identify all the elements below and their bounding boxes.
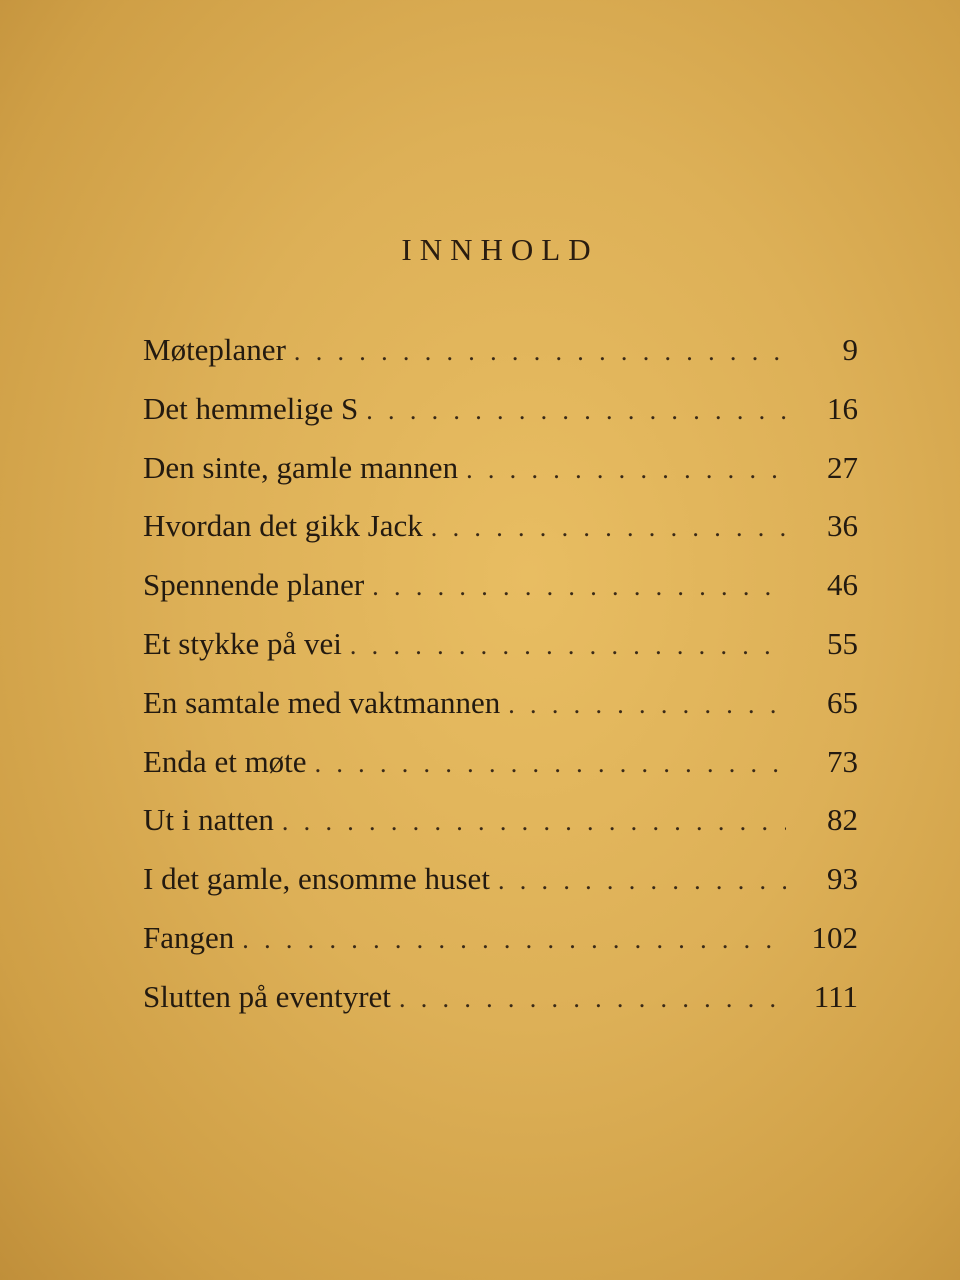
toc-entry-page: 65 bbox=[827, 684, 858, 720]
toc-entry-page: 102 bbox=[811, 919, 858, 955]
toc-entry bbox=[143, 918, 858, 977]
dot-leader bbox=[350, 626, 786, 666]
toc-entry-page: 73 bbox=[827, 743, 858, 779]
toc-entry bbox=[143, 977, 858, 1036]
toc-heading: INNHOLD bbox=[401, 232, 599, 267]
toc-entry bbox=[143, 565, 858, 624]
toc-entry-title: Den sinte, gamle mannen bbox=[143, 449, 459, 485]
toc-entry-page: 9 bbox=[842, 332, 858, 367]
toc-entry-title: Møteplaner bbox=[143, 332, 286, 367]
dot-leader bbox=[294, 332, 786, 372]
toc-entry-title: I det gamle, ensomme huset bbox=[143, 861, 490, 897]
dot-leader bbox=[498, 861, 786, 901]
toc-entry-page: 111 bbox=[813, 978, 858, 1014]
toc-entry-page: 82 bbox=[827, 802, 858, 838]
toc-entry-page: 46 bbox=[827, 567, 858, 603]
dot-leader bbox=[366, 391, 786, 431]
toc-entry-title: Et stykke på vei bbox=[143, 625, 342, 661]
toc-entry bbox=[143, 683, 858, 742]
toc-entry-page: 36 bbox=[827, 508, 858, 544]
dot-leader bbox=[315, 744, 786, 784]
toc-entry bbox=[143, 742, 858, 801]
toc-entry-page: 93 bbox=[827, 861, 858, 897]
dot-leader bbox=[282, 802, 786, 842]
dot-leader bbox=[399, 979, 786, 1019]
dot-leader bbox=[508, 685, 786, 725]
toc-entry-page: 16 bbox=[827, 390, 858, 426]
dot-leader bbox=[372, 567, 786, 607]
toc-entry-page: 55 bbox=[827, 625, 858, 661]
toc-entry bbox=[143, 800, 858, 859]
toc-entry-title: Slutten på eventyret bbox=[143, 978, 391, 1014]
toc-entry bbox=[143, 448, 858, 507]
dot-leader bbox=[242, 920, 786, 960]
toc-entry-title: Enda et møte bbox=[143, 743, 307, 779]
toc-entry-title: Hvordan det gikk Jack bbox=[143, 508, 423, 544]
toc-entry-title: Ut i natten bbox=[143, 802, 274, 838]
toc-entry-title: Fangen bbox=[143, 919, 235, 955]
toc-entry bbox=[143, 506, 858, 565]
toc-entry bbox=[143, 859, 858, 918]
toc-entry-title: Det hemmelige S bbox=[143, 390, 359, 426]
table-of-contents bbox=[143, 330, 858, 1036]
toc-entry-title: Spennende planer bbox=[143, 567, 365, 603]
dot-leader bbox=[466, 450, 786, 490]
toc-entry bbox=[143, 389, 858, 448]
dot-leader bbox=[431, 508, 786, 548]
toc-entry bbox=[143, 624, 858, 683]
toc-entry bbox=[143, 330, 858, 389]
toc-entry-title: En samtale med vaktmannen bbox=[143, 684, 501, 720]
toc-entry-page: 27 bbox=[827, 449, 858, 485]
